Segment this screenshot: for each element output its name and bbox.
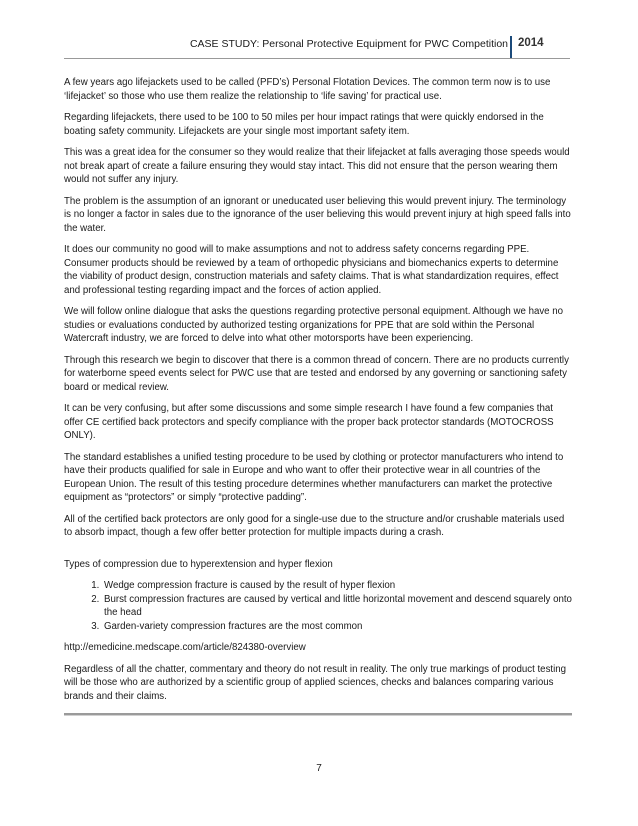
paragraph-ce-certified: It can be very confusing, but after some discussions and some simple research I have found a few companies that offer CE certified back protectors and specify compliance with the proper back protector standards (MOTOCROSS ONLY). (64, 403, 554, 441)
header-separator (510, 36, 512, 58)
paragraph-impact-ratings: Regarding lifejackets, there used to be 100 to 50 miles per hour impact ratings that were quickly endorsed in the boating safety community. Lifejackets are your single most important safety item. (64, 112, 544, 137)
paragraph-community-ppe: It does our community no good will to make assumptions and not to address safety concerns regarding PPE. Consumer products should be reviewed by a team of orthopedic physicians and biomechanics experts to determine the viability of product design, construction materials and safety claims. That is what standardization requires, effect and professional testing regarding impact and the forces of action applied. (64, 244, 559, 296)
compression-item: 2. Burst compression fractures are caused by vertical and little horizontal movement and descend squarely onto the head (102, 593, 572, 620)
paragraph-problem-assumption: The problem is the assumption of an ignorant or uneducated user believing this would prevent injury. The terminology is no longer a factor in sales due to the ignorance of the user believing this would prevent injury at high speed falls into the water. (64, 195, 571, 234)
paragraph-lifejackets-history: A few years ago lifejackets used to be called (PFD’s) Personal Flotation Devices. The common term now is to use ‘lifejacket’ so those who use them realize the relationship to ‘life saving’ for practical use. (64, 77, 551, 102)
paragraph-research-thread: Through this research we begin to discover that there is a common thread of concern. There are no products currently for waterborne speed events select for PWC use that are tested and endorsed by any governing or sanctioning safety board or medical review. (64, 354, 569, 393)
compression-item: 3. Garden-variety compression fractures are the most common (102, 620, 572, 634)
compression-heading: Types of compression due to hyperextension and hyper flexion (64, 558, 333, 570)
compression-list (64, 579, 572, 633)
paragraph-closing: Regardless of all the chatter, commentary and theory do not result in reality. The only true markings of product testing will be those who are authorized by a scientific group of applied sciences, checks and balances comparing various brands and their claims. (64, 663, 567, 702)
header-year: 2014 (518, 37, 544, 49)
reference-link[interactable]: http://emedicine.medscape.com/article/824380-overview (64, 642, 306, 653)
header-title: CASE STUDY: Personal Protective Equipment for PWC Competition (189, 38, 508, 50)
paragraph-consumer-idea: This was a great idea for the consumer so they would realize that their lifejacket at falls averaging those speeds would not break apart of create a failure ensuring they would stay intact. This did not ensure that the person wearing them would not suffer any injury. (64, 147, 570, 185)
page-header (0, 36, 638, 58)
page-number: 7 (316, 763, 322, 774)
document-body (64, 76, 572, 711)
paragraph-online-dialogue: We will follow online dialogue that asks the questions regarding protective personal equipment. Although we have no studies or evaluations conducted by authorized testing organizations for PPE that are sold within the Personal Watercraft industry, we are forced to delve into what other motorsports have been experiencing. (64, 306, 564, 344)
paragraph-single-use: All of the certified back protectors are only good for a single-use due to the structure and/or crushable materials used to absorb impact, though a few offer better protection for multiple impacts during a crash. (64, 513, 565, 538)
paragraph-standard-procedure: The standard establishes a unified testing procedure to be used by clothing or protector manufacturers who intend to have their products qualified for sale in Europe and who want to offer their protective wear in all countries of the European Union. The result of this testing procedure determines whether manufacturers can market the protective equipment as “protectors” or simply “protective padding”. (64, 451, 564, 503)
compression-item: 1. Wedge compression fracture is caused by the result of hyper flexion (102, 579, 572, 593)
header-rule (64, 58, 570, 59)
footer-rule (64, 713, 572, 716)
